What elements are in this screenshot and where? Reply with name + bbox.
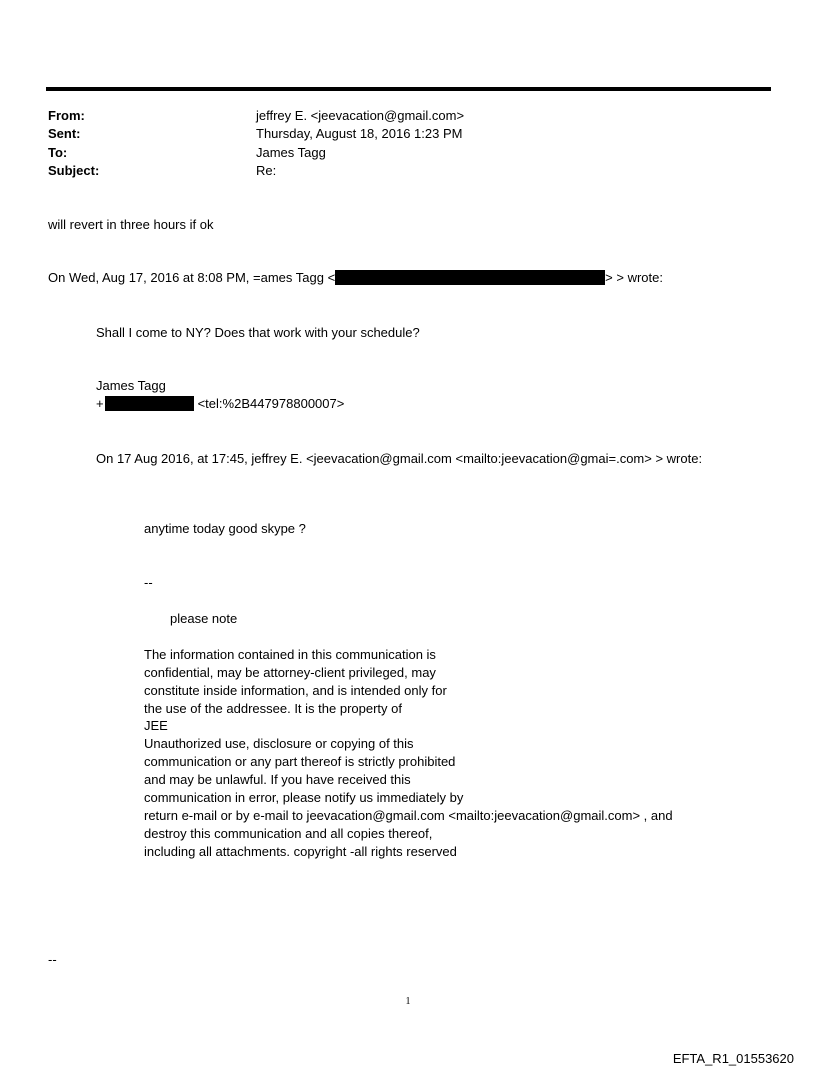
disclaimer-line: the use of the addressee. It is the property of: [144, 701, 402, 716]
disclaimer-line: The information contained in this communication is: [144, 647, 436, 662]
disclaimer-line: JEE: [144, 718, 168, 733]
disclaimer-line: confidential, may be attorney-client privileged, may: [144, 665, 436, 680]
bottom-dash: --: [48, 952, 57, 967]
disclaimer-line: communication or any part thereof is strictly prohibited: [144, 754, 456, 769]
header-rule: [46, 87, 771, 91]
signature-dash: --: [144, 575, 153, 590]
sent-label: Sent:: [48, 126, 81, 141]
from-label: From:: [48, 108, 85, 123]
redaction-box: [335, 270, 605, 285]
disclaimer-line: constitute inside information, and is intended only for: [144, 683, 447, 698]
disclaimer-line: destroy this communication and all copies thereof,: [144, 826, 433, 841]
subject-label: Subject:: [48, 163, 100, 178]
disclaimer-line: including all attachments. copyright -all rights reserved: [144, 844, 457, 859]
quote1-prefix: On Wed, Aug 17, 2016 at 8:08 PM, =ames Tagg <: [48, 270, 336, 285]
please-note: please note: [170, 611, 238, 626]
disclaimer-line: communication in error, please notify us immediately by: [144, 790, 464, 805]
quote1-suffix: > > wrote:: [605, 270, 663, 285]
phone-prefix: +: [96, 396, 104, 411]
q1-sig-phone: [96, 395, 344, 413]
reply-text: will revert in three hours if ok: [48, 217, 214, 232]
sent-value: Thursday, August 18, 2016 1:23 PM: [256, 126, 463, 141]
phone-tel: <tel:%2B447978800007>: [197, 396, 345, 411]
disclaimer-line: return e-mail or by e-mail to jeevacation@gmail.com <mailto:jeevacation@gmail.com> , and: [144, 808, 673, 823]
q2-text: anytime today good skype ?: [144, 521, 306, 536]
to-value: James Tagg: [256, 145, 326, 160]
to-label: To:: [48, 145, 68, 160]
page-number: 1: [405, 996, 411, 1007]
quote2-attribution: On 17 Aug 2016, at 17:45, jeffrey E. <jeevacation@gmail.com <mailto:jeevacation@gmai=.com> > wrote:: [96, 451, 703, 466]
q1-sig-name: James Tagg: [96, 378, 166, 393]
q1-text: Shall I come to NY? Does that work with your schedule?: [96, 325, 420, 340]
bates-number: EFTA_R1_01553620: [672, 1051, 794, 1066]
redaction-box: [105, 396, 194, 411]
quote1-attribution: [48, 269, 663, 287]
disclaimer-line: and may be unlawful. If you have received this: [144, 772, 411, 787]
subject-value: Re:: [256, 163, 277, 178]
disclaimer-line: Unauthorized use, disclosure or copying of this: [144, 736, 414, 751]
from-value: jeffrey E. <jeevacation@gmail.com>: [256, 108, 465, 123]
